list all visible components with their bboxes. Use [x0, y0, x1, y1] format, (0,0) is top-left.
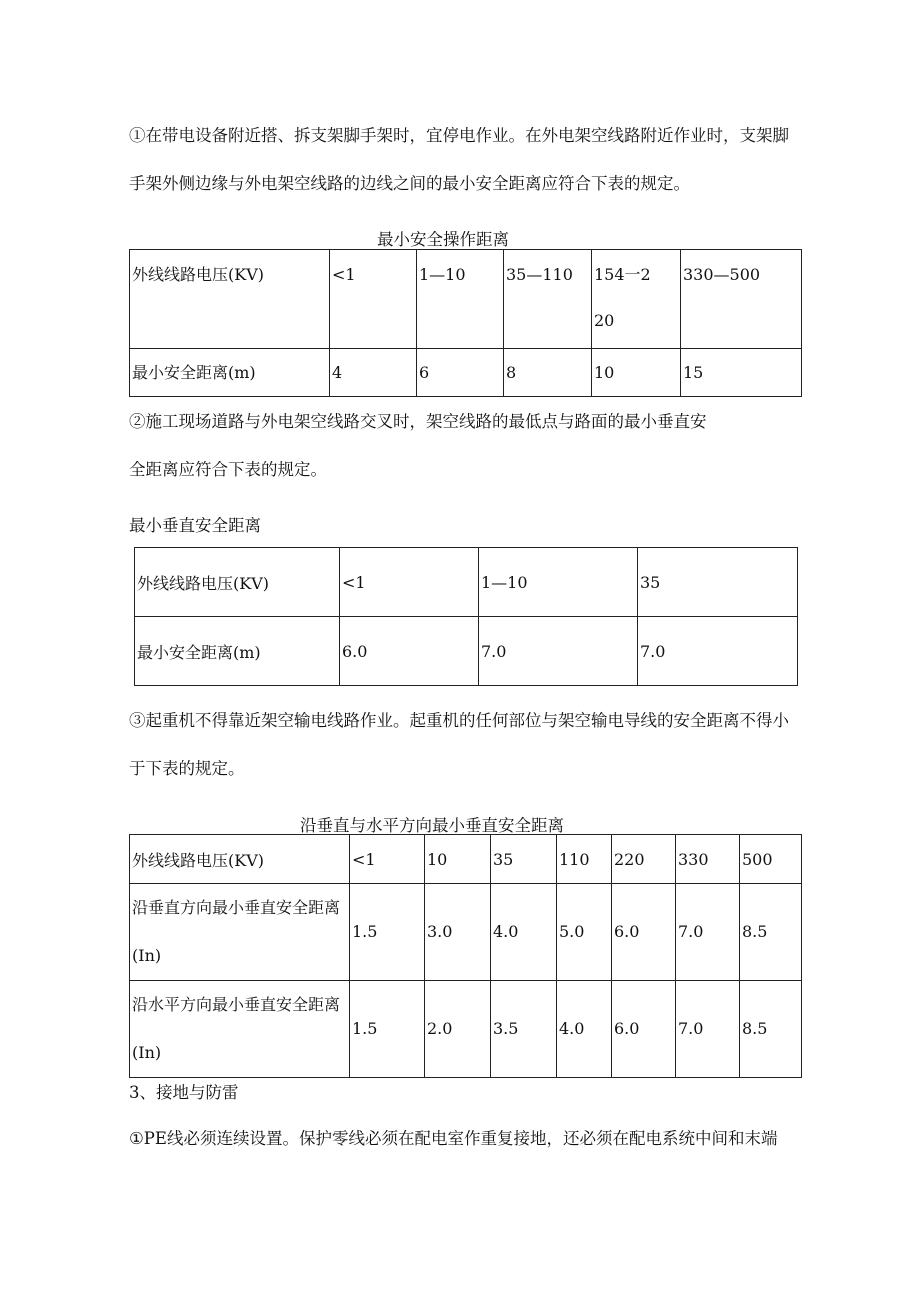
- table-cell: 154一220: [592, 250, 681, 349]
- table-cell: 沿垂直方向最小垂直安全距离(In): [130, 884, 350, 981]
- table-cell: <1: [350, 835, 425, 884]
- paragraph-road-crossing: ②施工现场道路与外电架空线路交叉时，架空线路的最低点与路面的最小垂直安: [129, 412, 707, 431]
- table-row: [130, 981, 802, 1078]
- table-cell: 35—110: [504, 250, 592, 349]
- table-cell: 330—500: [681, 250, 802, 349]
- table-cell: 外线线路电压(KV): [130, 835, 350, 884]
- table-cell: 500: [740, 835, 802, 884]
- table3-caption: 沿垂直与水平方向最小垂直安全距离: [300, 816, 564, 835]
- table-row: [130, 884, 802, 981]
- table-crane-distance: [129, 834, 802, 1078]
- table-cell: 8.5: [740, 981, 802, 1078]
- table-cell: 7.0: [676, 884, 740, 981]
- table-cell: 15: [681, 349, 802, 397]
- table-min-operating-distance: [129, 249, 802, 397]
- table-cell: 8.5: [740, 884, 802, 981]
- table-cell: 4.0: [557, 981, 612, 1078]
- table-cell: 5.0: [557, 884, 612, 981]
- table-cell: 110: [557, 835, 612, 884]
- paragraph-crane: ③起重机不得靠近架空输电线路作业。起重机的任何部位与架空输电导线的安全距离不得小于下表的规定。: [129, 711, 789, 778]
- table1-caption: 最小安全操作距离: [377, 230, 509, 249]
- table-cell: 35: [491, 835, 557, 884]
- table-row: [135, 617, 798, 686]
- table-cell: 2.0: [425, 981, 491, 1078]
- table-row: [135, 548, 798, 617]
- table-cell: 1—10: [479, 548, 638, 617]
- table-cell: 6.0: [612, 884, 676, 981]
- section-heading-grounding: 3、接地与防雷: [129, 1083, 239, 1102]
- table-cell: 35: [638, 548, 798, 617]
- table-cell: 最小安全距离(m): [130, 349, 330, 397]
- table-row: [130, 835, 802, 884]
- table-row: [130, 349, 802, 397]
- paragraph-road-crossing-cont: 全距离应符合下表的规定。: [129, 460, 327, 479]
- table-cell: 7.0: [638, 617, 798, 686]
- table-cell: 10: [592, 349, 681, 397]
- table-min-vertical-distance: [134, 547, 798, 686]
- table-cell: 7.0: [479, 617, 638, 686]
- paragraph-pe-line: ①PE线必须连续设置。保护零线必须在配电室作重复接地，还必须在配电系统中间和末端: [129, 1129, 778, 1148]
- table-row: [130, 250, 802, 349]
- table2-caption: 最小垂直安全距离: [129, 516, 261, 535]
- table-cell: 1.5: [350, 981, 425, 1078]
- table-cell: <1: [330, 250, 417, 349]
- table-cell: 4: [330, 349, 417, 397]
- table-cell: 220: [612, 835, 676, 884]
- table-cell: 外线线路电压(KV): [135, 548, 340, 617]
- table-cell: 最小安全距离(m): [135, 617, 340, 686]
- table-cell: 4.0: [491, 884, 557, 981]
- table-cell: 330: [676, 835, 740, 884]
- table-cell: 3.0: [425, 884, 491, 981]
- table-cell: 6.0: [340, 617, 479, 686]
- table-cell: 1—10: [417, 250, 504, 349]
- table-cell: 3.5: [491, 981, 557, 1078]
- table-cell: 沿水平方向最小垂直安全距离(In): [130, 981, 350, 1078]
- table-cell: 7.0: [676, 981, 740, 1078]
- table-cell: 8: [504, 349, 592, 397]
- table-cell: 6: [417, 349, 504, 397]
- table-cell: 1.5: [350, 884, 425, 981]
- paragraph-scaffold-distance: ①在带电设备附近搭、拆支架脚手架时，宜停电作业。在外电架空线路附近作业时，支架脚手架外侧边缘与外电架空线路的边线之间的最小安全距离应符合下表的规定。: [129, 126, 789, 193]
- table-cell: 6.0: [612, 981, 676, 1078]
- table-cell: <1: [340, 548, 479, 617]
- table-cell: 外线线路电压(KV): [130, 250, 330, 349]
- table-cell: 10: [425, 835, 491, 884]
